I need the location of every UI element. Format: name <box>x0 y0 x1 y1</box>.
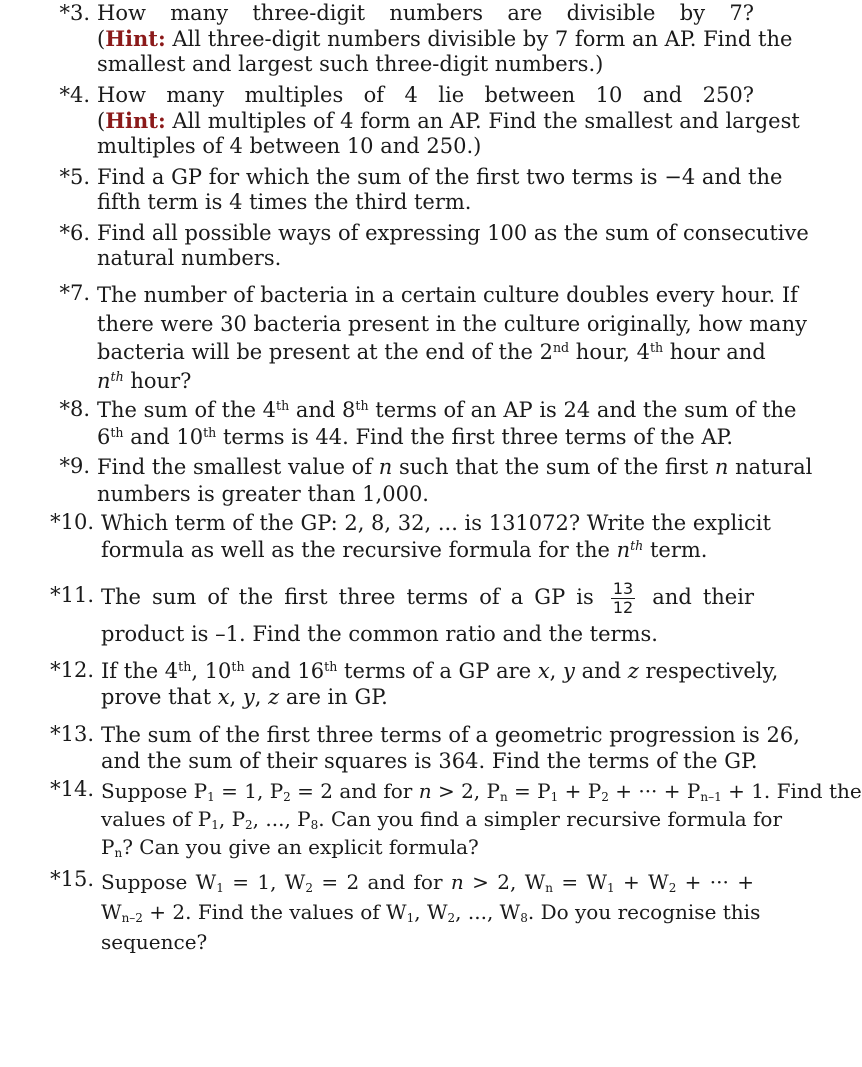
question-text <box>97 397 797 451</box>
question-text <box>97 165 783 215</box>
text-line: The sum of the first three terms of a GP is $\frac{13}{12}$ and their <box>101 579 754 617</box>
text-line: If the 4th, 10th and 16th terms of a GP are x, y and z respectively, <box>101 659 779 683</box>
text-line: (Hint: All three-digit numbers divisible by 7 form an AP. Find the <box>97 26 793 51</box>
question-number: *4. <box>59 83 90 107</box>
text-line: Find all possible ways of expressing 100 as the sum of consecutive <box>97 221 809 245</box>
text-line: The number of bacteria in a certain culture doubles every hour. If <box>97 283 798 307</box>
text-line: product is –1. Find the common ratio and the terms. <box>101 622 658 646</box>
text-line: numbers is greater than 1,000. <box>97 482 429 506</box>
text-line: Find a GP for which the sum of the first two terms is −4 and the <box>97 165 783 189</box>
question-number: *5. <box>59 165 90 189</box>
question-text <box>97 281 807 395</box>
question-text <box>97 83 800 159</box>
question-number: *8. <box>59 397 90 421</box>
question-text <box>97 454 813 508</box>
question-text <box>101 867 761 957</box>
text-line: The sum of the 4th and 8th terms of an AP is 24 and the sum of the <box>97 398 797 422</box>
question-text <box>101 658 779 710</box>
text-line: fifth term is 4 times the third term. <box>97 190 472 214</box>
question-number: *3. <box>59 1 90 25</box>
text-line: sequence? <box>101 930 208 954</box>
question-text <box>101 722 800 774</box>
text-line: Which term of the GP: 2, 8, 32, ... is 131072? Write the explicit <box>101 511 771 535</box>
question-number: *14. <box>50 777 94 801</box>
text-line: prove that x, y, z are in GP. <box>101 685 388 709</box>
question-text <box>97 1 793 77</box>
text-line: $P_n$? Can you give an explicit formula? <box>101 835 479 860</box>
text-line: How many multiples of 4 lie between 10 and 250? <box>97 83 754 107</box>
question-text <box>101 576 754 648</box>
text-line: values of $P_1$, $P_2$, ..., $P_8$. Can you find a simpler recursive formula for <box>101 807 783 832</box>
text-line: Suppose $W_1 = 1$, $W_2 = 2$ and for n > 2, $W_n = W_1 + W_2$ + ··· + <box>101 870 754 895</box>
question-number: *7. <box>59 281 90 305</box>
question-number: *13. <box>50 722 94 746</box>
text-line: smallest and largest such three-digit numbers.) <box>97 52 604 76</box>
question-number: *11. <box>50 583 94 607</box>
question-text <box>101 777 862 861</box>
text-line: $n^{th}$ hour? <box>97 368 192 393</box>
hint-label: Hint: <box>105 26 166 51</box>
text-line: 6th and 10th terms is 44. Find the first three terms of the AP. <box>97 425 734 449</box>
fraction <box>611 580 635 617</box>
question-number: *15. <box>50 867 94 891</box>
question-text <box>97 221 809 271</box>
text-line: How many three-digit numbers are divisible by 7? <box>97 1 754 25</box>
question-number: *6. <box>59 221 90 245</box>
question-number: *10. <box>50 510 94 534</box>
text-line: (Hint: All multiples of 4 form an AP. Find the smallest and largest <box>97 108 800 133</box>
hint-label: Hint: <box>105 108 166 133</box>
text-line: and the sum of their squares is 364. Find the terms of the GP. <box>101 749 758 773</box>
text-line: formula as well as the recursive formula for the $n^{th}$ term. <box>101 538 708 562</box>
text-line: The sum of the first three terms of a geometric progression is 26, <box>101 723 800 747</box>
text-line: Find the smallest value of n such that the sum of the first n natural <box>97 455 813 479</box>
text-line: Suppose $P_1 = 1$, $P_2 = 2$ and for n > 2, $P_n = P_1 + P_2$ + ··· + $P_{n-1} + 1$. Find the <box>101 779 862 804</box>
question-number: *9. <box>59 454 90 478</box>
fraction-numerator: 13 <box>612 579 634 598</box>
fraction-denominator: 12 <box>612 598 634 617</box>
text-line: natural numbers. <box>97 246 282 270</box>
text-line: bacteria will be present at the end of the 2nd hour, 4th hour and <box>97 340 766 364</box>
question-text <box>101 510 771 564</box>
text-line: multiples of 4 between 10 and 250.) <box>97 134 482 158</box>
text-line: there were 30 bacteria present in the culture originally, how many <box>97 311 807 336</box>
question-number: *12. <box>50 658 94 682</box>
text-line: $W_{n-2} + 2$. Find the values of $W_1$, $W_2$, ..., $W_8$. Do you recognise this <box>101 900 761 925</box>
